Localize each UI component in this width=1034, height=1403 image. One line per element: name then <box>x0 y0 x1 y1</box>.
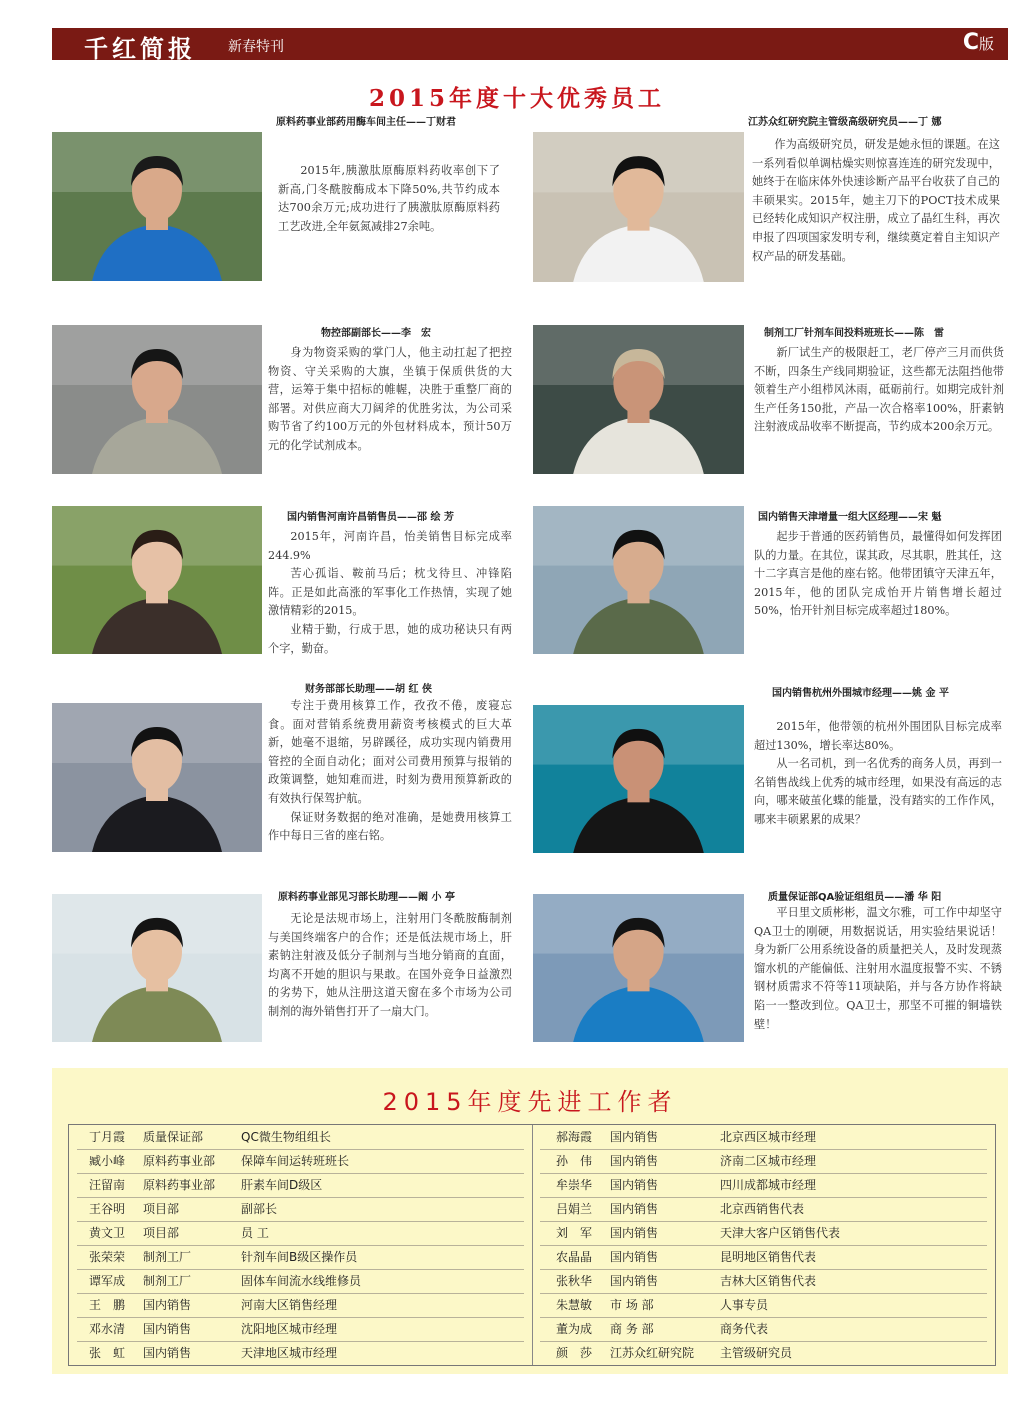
table-row <box>69 1173 995 1197</box>
worker-dept: 江苏众红研究院 <box>610 1346 695 1360</box>
worker-dept: 国内销售 <box>610 1202 659 1216</box>
employee-bio <box>754 904 1002 1034</box>
worker-name: 丁月霞 <box>89 1130 126 1144</box>
bio-paragraph: 业精于勤，行成于思，她的成功秘诀只有两个字，勤奋。 <box>268 622 512 655</box>
employee-bio <box>752 136 1000 266</box>
table-row <box>69 1269 995 1293</box>
table-row <box>69 1341 995 1365</box>
worker-dept: 国内销售 <box>610 1250 659 1264</box>
employee-photo <box>533 325 744 474</box>
worker-role: 主管级研究员 <box>720 1346 793 1360</box>
employee-photo <box>533 894 744 1042</box>
worker-dept: 制剂工厂 <box>143 1274 192 1288</box>
worker-dept: 项目部 <box>143 1226 180 1240</box>
worker-name: 董为成 <box>556 1322 593 1336</box>
worker-dept: 原料药事业部 <box>143 1178 216 1192</box>
worker-name: 孙 伟 <box>556 1154 593 1168</box>
worker-dept: 国内销售 <box>610 1130 659 1144</box>
bio-paragraph: 起步于普通的医药销售员，最懂得如何发挥团队的力量。在其位，谋其政，尽其职，胜其任，这十二字真言是他的座右铭。他带团镇守天津五年，2015年，他的团队完成怡开片销售增长超过50%，怡开针剂目标完成率超过180%。 <box>754 530 1002 618</box>
worker-role: 吉林大区销售代表 <box>720 1274 817 1288</box>
worker-role: 固体车间流水线维修员 <box>241 1274 362 1288</box>
worker-dept: 国内销售 <box>610 1154 659 1168</box>
worker-name: 王谷明 <box>89 1202 126 1216</box>
worker-role: 人事专员 <box>720 1298 769 1312</box>
bio-paragraph: 新厂试生产的极限赶工，老厂停产三月而供货不断，四条生产线同期验证，这些都无法阻挡他带领着生产小组栉风沐雨，砥砺前行。如期完成针剂生产任务150批，产品一次合格率100%，肝素钠注射液成品收率不断提高，节约成本200余万元。 <box>754 346 1004 434</box>
worker-name: 郝海霞 <box>556 1130 593 1144</box>
worker-role: 保障车间运转班班长 <box>241 1154 350 1168</box>
worker-name: 朱慧敏 <box>556 1298 593 1312</box>
employee-bio <box>754 344 1004 437</box>
worker-role: 昆明地区销售代表 <box>720 1250 817 1264</box>
bio-paragraph: 苦心孤诣、鞍前马后；枕戈待旦、冲锋陷阵。正是如此高涨的军事化工作热情，实现了她激情精彩的2015。 <box>268 567 512 618</box>
worker-name: 谭军成 <box>89 1274 126 1288</box>
employee-photo <box>52 894 262 1042</box>
bio-paragraph: 专注于费用核算工作，孜孜不倦，废寝忘食。面对营销系统费用薪资考核模式的巨大革新，她毫不退缩，另辟蹊径，成功实现内销费用管控的全面自动化；面对公司费用预算与报销的政策调整，她知难而进，时刻为费用预算新政的有效执行保驾护航。 <box>268 699 512 805</box>
bio-paragraph: 2015年，河南许昌，怡美销售目标完成率244.9% <box>268 530 512 562</box>
worker-role: 天津大客户区销售代表 <box>720 1226 841 1240</box>
worker-name: 臧小峰 <box>89 1154 126 1168</box>
employee-name: 质量保证部QA验证组组员——潘 华 阳 <box>768 892 942 903</box>
advanced-workers-table <box>68 1124 996 1366</box>
worker-role: 沈阳地区城市经理 <box>241 1322 338 1336</box>
worker-name: 邓水清 <box>89 1322 126 1336</box>
edition-label <box>963 30 994 55</box>
worker-role: 肝素车间D级区 <box>241 1178 323 1192</box>
worker-dept: 国内销售 <box>610 1178 659 1192</box>
employee-bio <box>268 697 512 846</box>
worker-dept: 国内销售 <box>610 1226 659 1240</box>
worker-role: 北京西区城市经理 <box>720 1130 817 1144</box>
top-employees-title: 2015年度十大优秀员工 <box>368 85 665 112</box>
employee-bio <box>268 910 512 1022</box>
worker-name: 汪留南 <box>89 1178 126 1192</box>
header-bar <box>52 28 1008 63</box>
employee-bio <box>754 528 1002 621</box>
worker-name: 吕娟兰 <box>556 1202 593 1216</box>
employee-name: 财务部部长助理——胡 红 侠 <box>305 684 432 695</box>
worker-role: 四川成都城市经理 <box>720 1178 817 1192</box>
worker-dept: 国内销售 <box>143 1346 192 1360</box>
worker-dept: 项目部 <box>143 1202 180 1216</box>
worker-dept: 市 场 部 <box>610 1298 654 1312</box>
table-row <box>69 1149 995 1173</box>
employee-photo <box>533 506 744 654</box>
worker-name: 张 虹 <box>89 1346 126 1360</box>
worker-name: 黄文卫 <box>89 1226 126 1240</box>
worker-dept: 国内销售 <box>143 1298 192 1312</box>
bio-paragraph: 平日里文质彬彬，温文尔雅，可工作中却坚守QA卫士的刚硬，用数据说话，用实验结果说话！身为新厂公用系统设备的质量把关人，及时发现蒸馏水机的产能偏低、注射用水温度报警不实、不锈钢材质需求不符等11项缺陷，并与各方协作将缺陷一一整改到位。QA卫士，那坚不可摧的铜墙铁壁！ <box>754 906 1002 1031</box>
bio-paragraph: 作为高级研究员，研发是她永恒的课题。在这一系列看似单调枯燥实则惊喜连连的研究发现中，她终于在临床体外快速诊断产品平台收获了自己的丰硕果实。2015年，她主刀下的POCT技术成果已经转化成知识产权注册，成立了晶红生科，再次申报了四项国家发明专利，继续奠定着自主知识产权产品的研发基础。 <box>752 138 1000 263</box>
worker-role: 济南二区城市经理 <box>720 1154 817 1168</box>
employee-photo <box>52 703 262 852</box>
worker-role: 北京西销售代表 <box>720 1202 805 1216</box>
table-row <box>69 1125 995 1149</box>
table-row <box>69 1221 995 1245</box>
worker-role: 针剂车间B级区操作员 <box>241 1250 358 1264</box>
employee-photo <box>52 132 262 281</box>
employee-name: 原料药事业部见习部长助理——阚 小 亭 <box>278 892 455 903</box>
table-row <box>69 1293 995 1317</box>
employee-bio <box>268 344 512 456</box>
worker-dept: 国内销售 <box>143 1322 192 1336</box>
worker-name: 农晶晶 <box>556 1250 593 1264</box>
worker-name: 张秋华 <box>556 1274 593 1288</box>
worker-role: QC微生物组组长 <box>241 1130 331 1144</box>
worker-dept: 商 务 部 <box>610 1322 654 1336</box>
employee-bio <box>754 718 1002 830</box>
worker-name: 刘 军 <box>556 1226 593 1240</box>
worker-role: 员 工 <box>241 1226 269 1240</box>
worker-dept: 原料药事业部 <box>143 1154 216 1168</box>
employee-name: 原料药事业部药用酶车间主任——丁财君 <box>276 117 456 128</box>
worker-name: 颜 莎 <box>556 1346 593 1360</box>
bio-paragraph: 从一名司机，到一名优秀的商务人员，再到一名销售战线上优秀的城市经理，如果没有高远的志向，哪来破茧化蝶的能量，没有踏实的工作作风，哪来丰硕累累的成果？ <box>754 757 1002 826</box>
employee-name: 物控部副部长——李 宏 <box>321 328 431 339</box>
worker-role: 商务代表 <box>720 1322 769 1336</box>
edition-letter: C <box>962 30 979 55</box>
advanced-workers-title: 2015年度先进工作者 <box>382 1088 678 1116</box>
table-row <box>69 1245 995 1269</box>
worker-name: 牟崇华 <box>556 1178 593 1192</box>
bio-paragraph: 2015年，他带领的杭州外围团队目标完成率超过130%，增长率达80%。 <box>754 720 1002 752</box>
employee-name: 国内销售河南许昌销售员——邵 绘 芳 <box>287 512 454 523</box>
edition-suffix: 版 <box>978 35 994 53</box>
table-row <box>69 1197 995 1221</box>
worker-name: 张荣荣 <box>89 1250 126 1264</box>
bio-paragraph: 保证财务数据的绝对准确，是她费用核算工作中每日三省的座右铭。 <box>268 810 512 843</box>
employee-photo <box>533 132 744 282</box>
worker-role: 天津地区城市经理 <box>241 1346 338 1360</box>
worker-role: 副部长 <box>241 1202 278 1216</box>
employee-photo <box>52 325 262 474</box>
masthead: 千红简报 <box>84 34 196 63</box>
advanced-workers-box <box>52 1068 1008 1374</box>
worker-dept: 制剂工厂 <box>143 1250 192 1264</box>
bio-paragraph: 2015年,胰激肽原酶原料药收率创下了新高,门冬酰胺酶成本下降50%,共节约成本达700余万元;成功进行了胰激肽原酶原料药工艺改进,全年氨氮减排27余吨。 <box>278 164 500 233</box>
employee-name: 国内销售杭州外围城市经理——姚 金 平 <box>772 688 949 699</box>
bio-paragraph: 无论是法规市场上，注射用门冬酰胺酶制剂与美国终端客户的合作；还是低法规市场上，肝素钠注射液及低分子制剂与当地分销商的直面，均离不开她的胆识与果敢。在国外竞争日益激烈的劣势下，她从注册这道天窗在多个市场为公司制剂的海外销售打开了一扇大门。 <box>268 912 512 1018</box>
employee-name: 制剂工厂针剂车间投料班班长——陈 雷 <box>764 328 944 339</box>
worker-name: 王 鹏 <box>89 1298 126 1312</box>
worker-dept: 国内销售 <box>610 1274 659 1288</box>
worker-role: 河南大区销售经理 <box>241 1298 338 1312</box>
worker-dept: 质量保证部 <box>143 1130 204 1144</box>
bio-paragraph: 身为物资采购的掌门人，他主动扛起了把控物资、守关采购的大旗，坐镇于保质供货的大营，运筹于集中招标的帷幄，决胜于重整厂商的部署。对供应商大刀阔斧的优胜劣汰，为公司采购节省了约100万元的外包材料成本，预计50万元的化学试剂成本。 <box>268 346 512 452</box>
employee-name: 江苏众红研究院主管级高级研究员——丁 娜 <box>748 117 942 128</box>
employee-bio <box>278 162 500 236</box>
employee-bio <box>268 528 512 658</box>
employee-photo <box>533 705 744 853</box>
special-edition-label: 新春特刊 <box>228 39 284 55</box>
table-row <box>69 1317 995 1341</box>
employee-name: 国内销售天津增量一组大区经理——宋 魁 <box>758 512 942 523</box>
employee-photo <box>52 506 262 654</box>
